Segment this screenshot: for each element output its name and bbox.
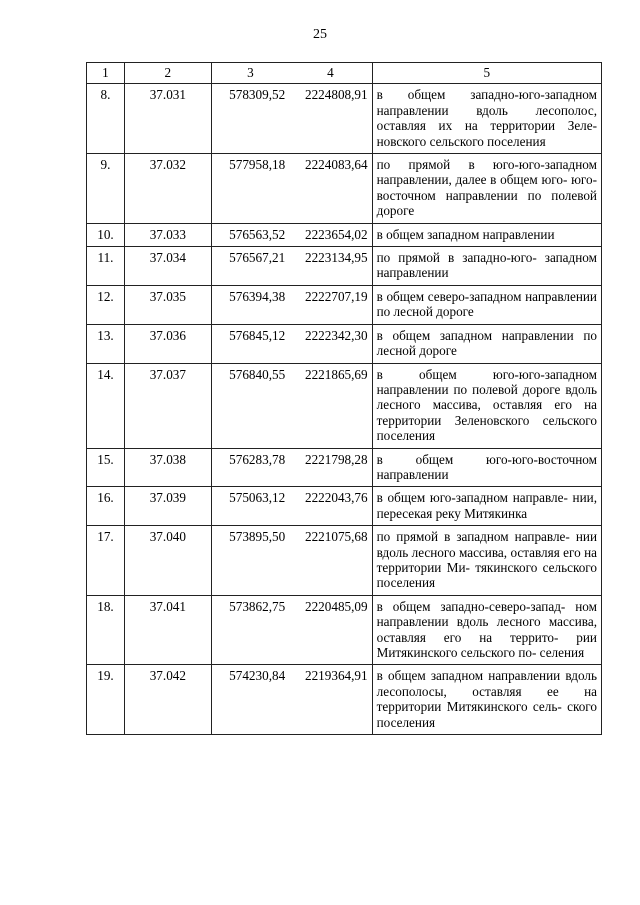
table-row <box>87 247 602 286</box>
direction-description: в общем западном направлении вдоль лесополосы, оставляя ее на территории Митякинского сель- ского поселения <box>372 665 601 735</box>
coordinate-x: 576845,12 <box>211 324 289 363</box>
row-number: 19. <box>87 665 125 735</box>
direction-description: по прямой в западно-юго- западном направлении <box>372 247 601 286</box>
direction-description: в общем западно-юго-западном направлении вдоль лесополос, оставляя их на территории Зеле- новского сельского поселения <box>372 84 601 154</box>
row-number: 9. <box>87 154 125 224</box>
coordinate-x: 576394,38 <box>211 285 289 324</box>
point-number: 37.042 <box>124 665 211 735</box>
direction-description: в общем западном направлении <box>372 223 601 246</box>
point-number: 37.031 <box>124 84 211 154</box>
header-cell-1: 1 <box>87 63 125 84</box>
point-number: 37.034 <box>124 247 211 286</box>
coordinate-x: 576563,52 <box>211 223 289 246</box>
row-number: 10. <box>87 223 125 246</box>
row-number: 16. <box>87 487 125 526</box>
coordinate-y: 2222342,30 <box>289 324 372 363</box>
point-number: 37.040 <box>124 526 211 596</box>
coordinate-y: 2221075,68 <box>289 526 372 596</box>
table-row <box>87 487 602 526</box>
coordinate-x: 578309,52 <box>211 84 289 154</box>
coordinate-y: 2222707,19 <box>289 285 372 324</box>
table-row <box>87 363 602 448</box>
point-number: 37.039 <box>124 487 211 526</box>
table-row <box>87 665 602 735</box>
coordinate-x: 576567,21 <box>211 247 289 286</box>
direction-description: по прямой в западном направле- нии вдоль лесного массива, оставляя его на территории Ми- тякинского сельского поселения <box>372 526 601 596</box>
direction-description: в общем юго-юго-западном направлении по полевой дороге вдоль лесного массива, оставляя его на территории Зеленовского сельского поселения <box>372 363 601 448</box>
row-number: 14. <box>87 363 125 448</box>
table-row <box>87 324 602 363</box>
page-number: 25 <box>313 27 327 42</box>
row-number: 8. <box>87 84 125 154</box>
point-number: 37.032 <box>124 154 211 224</box>
direction-description: в общем северо-западном направлении по лесной дороге <box>372 285 601 324</box>
direction-description: в общем юго-юго-восточном направлении <box>372 448 601 487</box>
table-row <box>87 223 602 246</box>
coordinate-y: 2223134,95 <box>289 247 372 286</box>
point-number: 37.041 <box>124 595 211 665</box>
header-cell-4: 4 <box>289 63 372 84</box>
coordinate-x: 573862,75 <box>211 595 289 665</box>
coordinate-x: 577958,18 <box>211 154 289 224</box>
row-number: 15. <box>87 448 125 487</box>
coordinate-x: 574230,84 <box>211 665 289 735</box>
point-number: 37.033 <box>124 223 211 246</box>
header-cell-2: 2 <box>124 63 211 84</box>
table-row <box>87 84 602 154</box>
coordinate-x: 576283,78 <box>211 448 289 487</box>
coordinate-y: 2219364,91 <box>289 665 372 735</box>
table-row <box>87 526 602 596</box>
table-row <box>87 595 602 665</box>
coordinate-x: 573895,50 <box>211 526 289 596</box>
coordinate-y: 2224808,91 <box>289 84 372 154</box>
row-number: 12. <box>87 285 125 324</box>
row-number: 18. <box>87 595 125 665</box>
boundary-description-table <box>86 62 602 735</box>
coordinate-y: 2221798,28 <box>289 448 372 487</box>
table-header-row <box>87 63 602 84</box>
coordinate-y: 2221865,69 <box>289 363 372 448</box>
header-cell-3: 3 <box>211 63 289 84</box>
coordinate-y: 2223654,02 <box>289 223 372 246</box>
direction-description: по прямой в юго-юго-западном направлении, далее в общем юго- юго-восточном направлении по полевой дороге <box>372 154 601 224</box>
coordinate-y: 2220485,09 <box>289 595 372 665</box>
direction-description: в общем западном направлении по лесной дороге <box>372 324 601 363</box>
table-row <box>87 448 602 487</box>
row-number: 17. <box>87 526 125 596</box>
table-row <box>87 154 602 224</box>
coordinate-x: 575063,12 <box>211 487 289 526</box>
direction-description: в общем западно-северо-запад- ном направлении вдоль лесного массива, оставляя его на террито- рии Митякинского сельского по- селения <box>372 595 601 665</box>
row-number: 13. <box>87 324 125 363</box>
direction-description: в общем юго-западном направле- нии, пересекая реку Митякинка <box>372 487 601 526</box>
table-row <box>87 285 602 324</box>
point-number: 37.036 <box>124 324 211 363</box>
coordinate-y: 2224083,64 <box>289 154 372 224</box>
point-number: 37.038 <box>124 448 211 487</box>
point-number: 37.037 <box>124 363 211 448</box>
point-number: 37.035 <box>124 285 211 324</box>
coordinate-y: 2222043,76 <box>289 487 372 526</box>
header-cell-5: 5 <box>372 63 601 84</box>
coordinate-x: 576840,55 <box>211 363 289 448</box>
row-number: 11. <box>87 247 125 286</box>
